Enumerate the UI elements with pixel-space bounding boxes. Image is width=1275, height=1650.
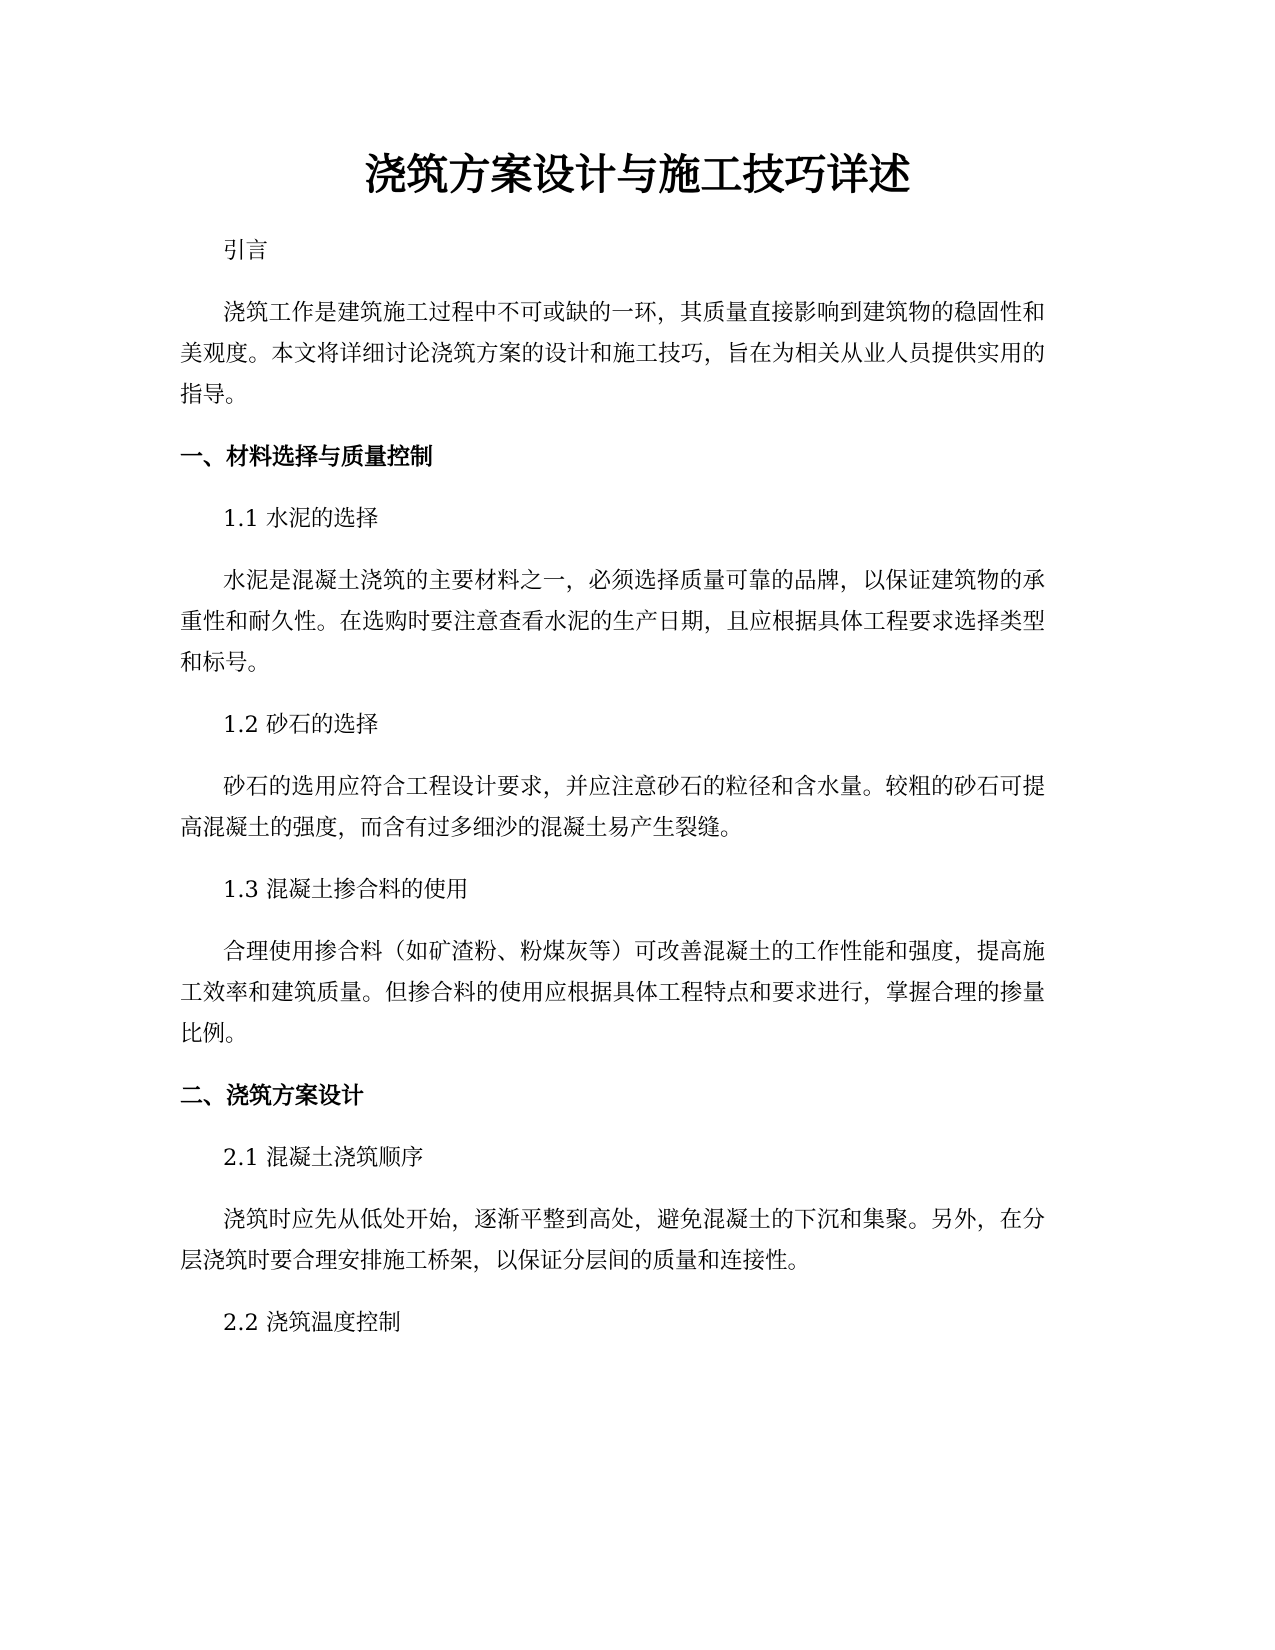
page-title: 浇筑方案设计与施工技巧详述 bbox=[364, 150, 911, 199]
subsection-heading-temperature: 2.2 浇筑温度控制 bbox=[223, 1310, 401, 1336]
subsection-heading-aggregate: 1.2 砂石的选择 bbox=[223, 712, 379, 738]
paragraph-cement: 水泥是混凝土浇筑的主要材料之一，必须选择质量可靠的品牌，以保证建筑物的承重性和耐久性。在选购时要注意查看水泥的生产日期，且应根据具体工程要求选择类型和标号。 bbox=[180, 568, 1045, 676]
subsection-heading-cement: 1.1 水泥的选择 bbox=[223, 506, 379, 532]
subsection-heading-admixture: 1.3 混凝土掺合料的使用 bbox=[223, 877, 469, 903]
subsection-heading-pouring-order: 2.1 混凝土浇筑顺序 bbox=[223, 1145, 424, 1171]
paragraph-aggregate: 砂石的选用应符合工程设计要求，并应注意砂石的粒径和含水量。较粗的砂石可提高混凝土的强度，而含有过多细沙的混凝土易产生裂缝。 bbox=[180, 774, 1045, 841]
paragraph-admixture: 合理使用掺合料（如矿渣粉、粉煤灰等）可改善混凝土的工作性能和强度，提高施工效率和建筑质量。但掺合料的使用应根据具体工程特点和要求进行，掌握合理的掺量比例。 bbox=[180, 939, 1045, 1047]
paragraph-pouring-order: 浇筑时应先从低处开始，逐渐平整到高处，避免混凝土的下沉和集聚。另外，在分层浇筑时要合理安排施工桥架，以保证分层间的质量和连接性。 bbox=[180, 1207, 1045, 1274]
document-body bbox=[180, 231, 1045, 1365]
intro-paragraph: 浇筑工作是建筑施工过程中不可或缺的一环，其质量直接影响到建筑物的稳固性和美观度。本文将详细讨论浇筑方案的设计和施工技巧，旨在为相关从业人员提供实用的指导。 bbox=[180, 300, 1045, 408]
intro-heading: 引言 bbox=[223, 238, 269, 264]
section-heading-pouring-plan: 二、浇筑方案设计 bbox=[180, 1083, 364, 1109]
section-heading-materials: 一、材料选择与质量控制 bbox=[180, 444, 433, 470]
